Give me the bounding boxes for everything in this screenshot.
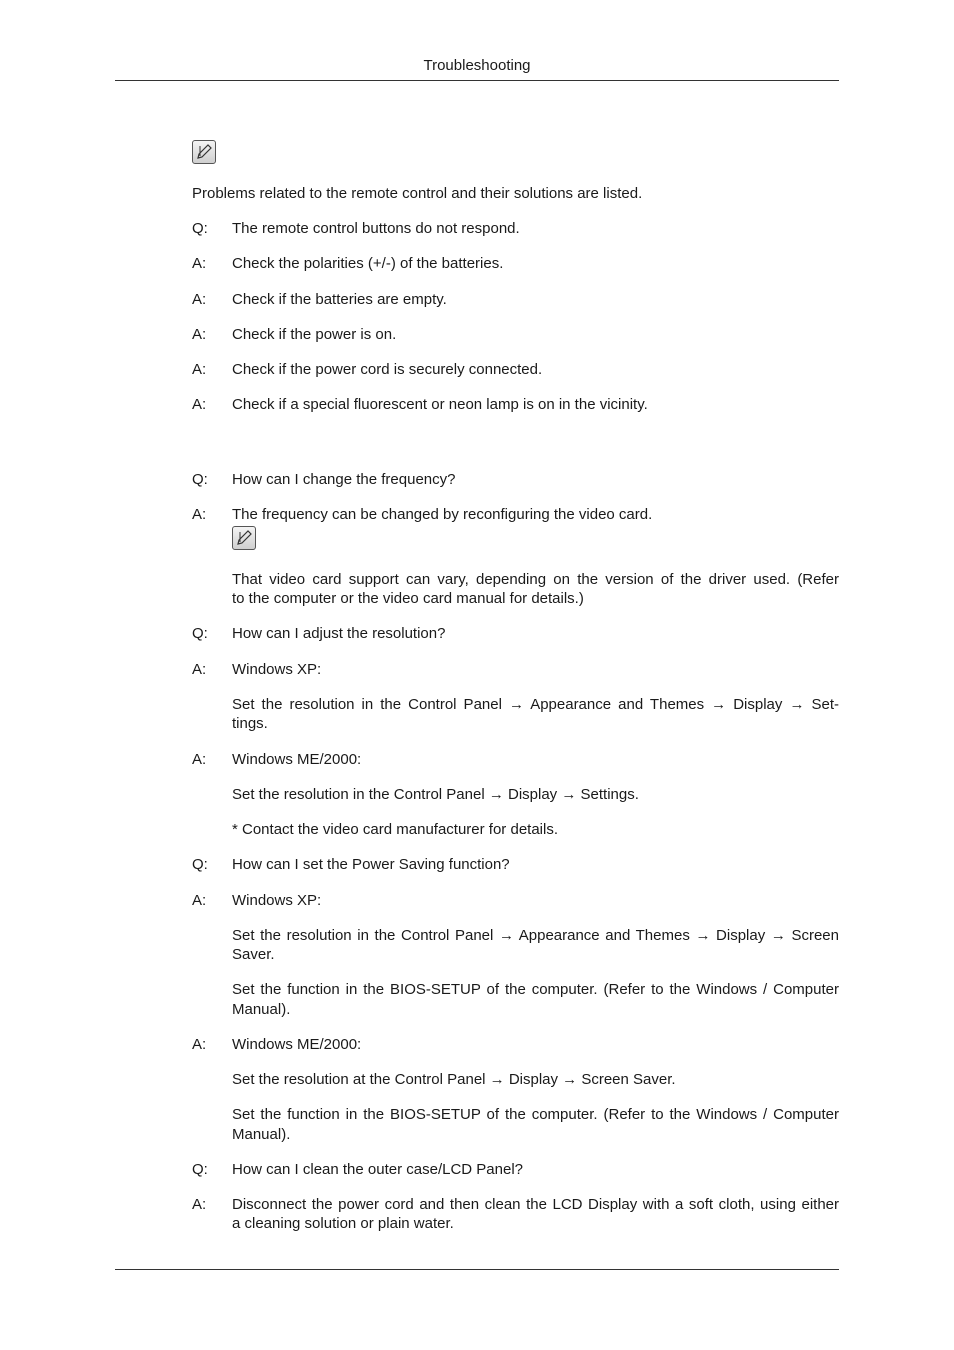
answer-label: A: xyxy=(192,361,207,378)
resolution-xp-line-2: tings. xyxy=(232,715,268,732)
answer-label: A: xyxy=(192,255,207,272)
question-label: Q: xyxy=(192,220,208,237)
power-xp-label: Windows XP: xyxy=(232,892,322,909)
answer-remote-1: Check the polarities (+/-) of the batteries. xyxy=(232,255,504,272)
resolution-me-label: Windows ME/2000: xyxy=(232,751,362,768)
answer-remote-5: Check if a special fluorescent or neon lamp is on in the vicinity. xyxy=(232,396,648,413)
answer-label: A: xyxy=(192,291,207,308)
answer-label: A: xyxy=(192,892,207,909)
question-label: Q: xyxy=(192,1161,208,1178)
answer-cleaning-line-2: a cleaning solution or plain water. xyxy=(232,1215,454,1232)
resolution-me-text: Set the resolution in the Control Panel → Display → Settings. xyxy=(232,786,639,803)
question-label: Q: xyxy=(192,625,208,642)
answer-cleaning-line-1: Disconnect the power cord and then clean the LCD Display with a soft cloth, using either xyxy=(232,1196,839,1213)
resolution-xp-line-1: Set the resolution in the Control Panel → Appearance and Themes → Display → Set- xyxy=(232,696,839,713)
answer-label: A: xyxy=(192,1036,207,1053)
note-icon xyxy=(232,526,256,550)
power-me-line: Set the resolution at the Control Panel → Display → Screen Saver. xyxy=(232,1071,676,1088)
question-frequency: How can I change the frequency? xyxy=(232,471,456,488)
power-me-bios-line-1: Set the function in the BIOS-SETUP of the computer. (Refer to the Windows / Computer xyxy=(232,1106,839,1123)
question-remote: The remote control buttons do not respond. xyxy=(232,220,520,237)
intro-text: Problems related to the remote control and their solutions are listed. xyxy=(192,185,643,202)
question-cleaning: How can I clean the outer case/LCD Panel? xyxy=(232,1161,523,1178)
power-xp-bios-line-1: Set the function in the BIOS-SETUP of the computer. (Refer to the Windows / Computer xyxy=(232,981,839,998)
answer-label: A: xyxy=(192,396,207,413)
power-me-bios-line-2: Manual). xyxy=(232,1126,291,1143)
answer-label: A: xyxy=(192,751,207,768)
question-resolution: How can I adjust the resolution? xyxy=(232,625,446,642)
answer-label: A: xyxy=(192,506,207,523)
answer-label: A: xyxy=(192,326,207,343)
answer-label: A: xyxy=(192,1196,207,1213)
question-power-saving: How can I set the Power Saving function? xyxy=(232,856,510,873)
answer-label: A: xyxy=(192,661,207,678)
frequency-note-line-2: to the computer or the video card manual for details.) xyxy=(232,590,584,607)
resolution-contact-note: * Contact the video card manufacturer for details. xyxy=(232,821,559,838)
question-label: Q: xyxy=(192,856,208,873)
answer-remote-3: Check if the power is on. xyxy=(232,326,397,343)
page-header-title: Troubleshooting xyxy=(423,57,531,74)
power-me-label: Windows ME/2000: xyxy=(232,1036,362,1053)
power-xp-bios-line-2: Manual). xyxy=(232,1001,291,1018)
answer-frequency: The frequency can be changed by reconfiguring the video card. xyxy=(232,506,653,523)
frequency-note-line-1: That video card support can vary, depending on the version of the driver used. (Refer xyxy=(232,571,839,588)
power-xp-line-2: Saver. xyxy=(232,946,275,963)
power-xp-line-1: Set the resolution in the Control Panel → Appearance and Themes → Display → Screen xyxy=(232,927,839,944)
footer-divider xyxy=(115,1269,839,1270)
question-label: Q: xyxy=(192,471,208,488)
answer-remote-4: Check if the power cord is securely connected. xyxy=(232,361,543,378)
header-divider xyxy=(115,80,839,81)
answer-remote-2: Check if the batteries are empty. xyxy=(232,291,447,308)
note-icon xyxy=(192,140,216,164)
resolution-xp-label: Windows XP: xyxy=(232,661,322,678)
